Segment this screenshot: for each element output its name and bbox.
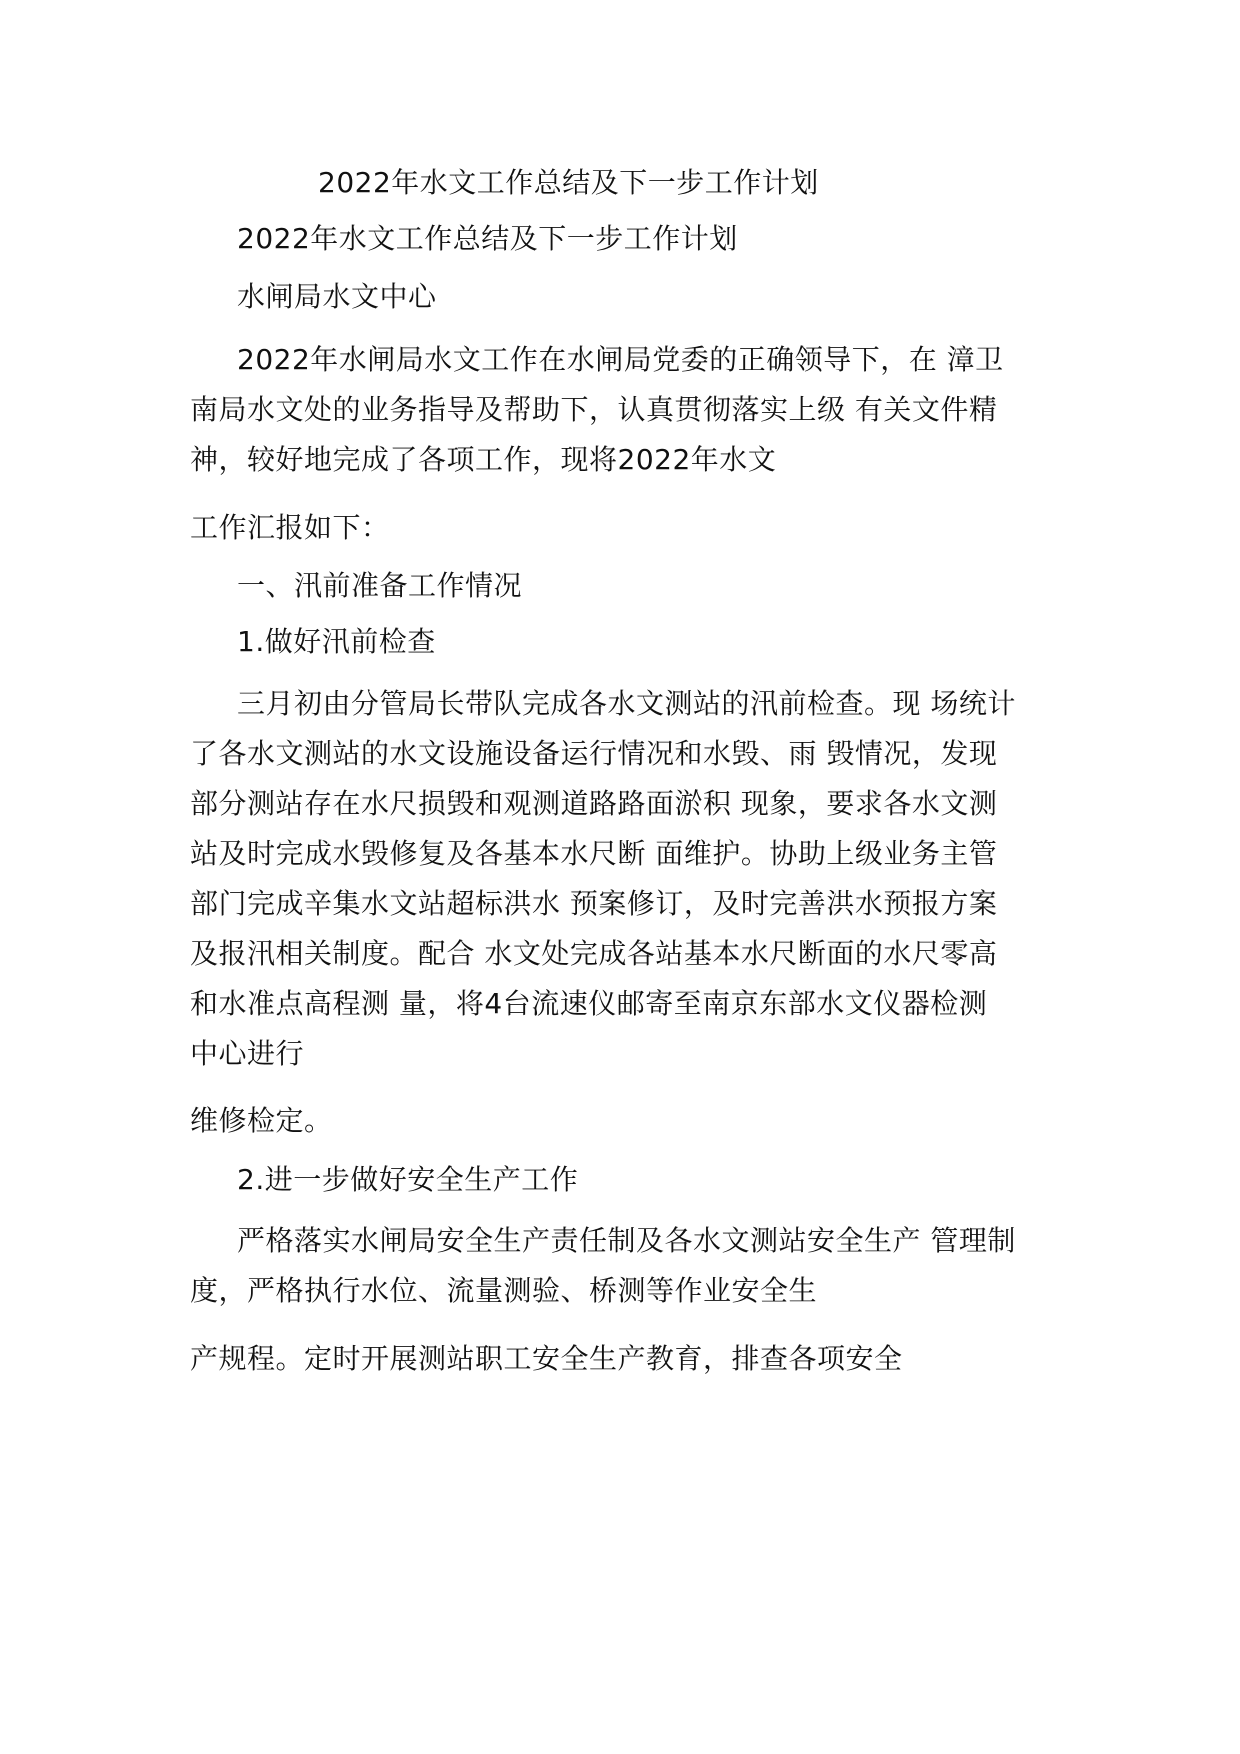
paragraph-line: 工作汇报如下：: [190, 511, 390, 544]
paragraph-line: 三月初由分管局长带队完成各水文测站的汛前检查。现 场统计: [237, 687, 1016, 720]
document-title: 2022年水文工作总结及下一步工作计划: [318, 166, 819, 199]
paragraph-line: 维修检定。: [190, 1104, 333, 1137]
paragraph-line: 及报汛相关制度。配合 水文处完成各站基本水尺断面的水尺零高: [190, 937, 998, 970]
section-heading: 一、汛前准备工作情况: [237, 569, 523, 602]
paragraph-line: 部分测站存在水尺损毁和观测道路路面淤积 现象，要求各水文测: [190, 787, 998, 820]
paragraph-line: 神，较好地完成了各项工作，现将2022年水文: [190, 443, 777, 476]
paragraph-line: 产规程。定时开展测站职工安全生产教育，排查各项安全: [190, 1342, 903, 1375]
paragraph-line: 中心进行: [190, 1037, 305, 1070]
paragraph-line: 站及时完成水毁修复及各基本水尺断 面维护。协助上级业务主管: [190, 837, 998, 870]
paragraph-line: 了各水文测站的水文设施设备运行情况和水毁、雨 毁情况，发现: [190, 737, 998, 770]
paragraph-line: 严格落实水闸局安全生产责任制及各水文测站安全生产 管理制: [237, 1224, 1016, 1257]
author-line: 水闸局水文中心: [237, 280, 437, 313]
subtitle-line: 2022年水文工作总结及下一步工作计划: [237, 222, 738, 255]
paragraph-line: 和水准点高程测 量，将4台流速仪邮寄至南京东部水文仪器检测: [190, 987, 988, 1020]
subsection-heading: 1.做好汛前检查: [237, 625, 436, 658]
paragraph-line: 度，严格执行水位、流量测验、桥测等作业安全生: [190, 1274, 818, 1307]
paragraph-line: 部门完成辛集水文站超标洪水 预案修订，及时完善洪水预报方案: [190, 887, 998, 920]
paragraph-line: 南局水文处的业务指导及帮助下，认真贯彻落实上级 有关文件精: [190, 393, 998, 426]
paragraph-line: 2022年水闸局水文工作在水闸局党委的正确领导下，在 漳卫: [237, 343, 1004, 376]
subsection-heading: 2.进一步做好安全生产工作: [237, 1163, 579, 1196]
